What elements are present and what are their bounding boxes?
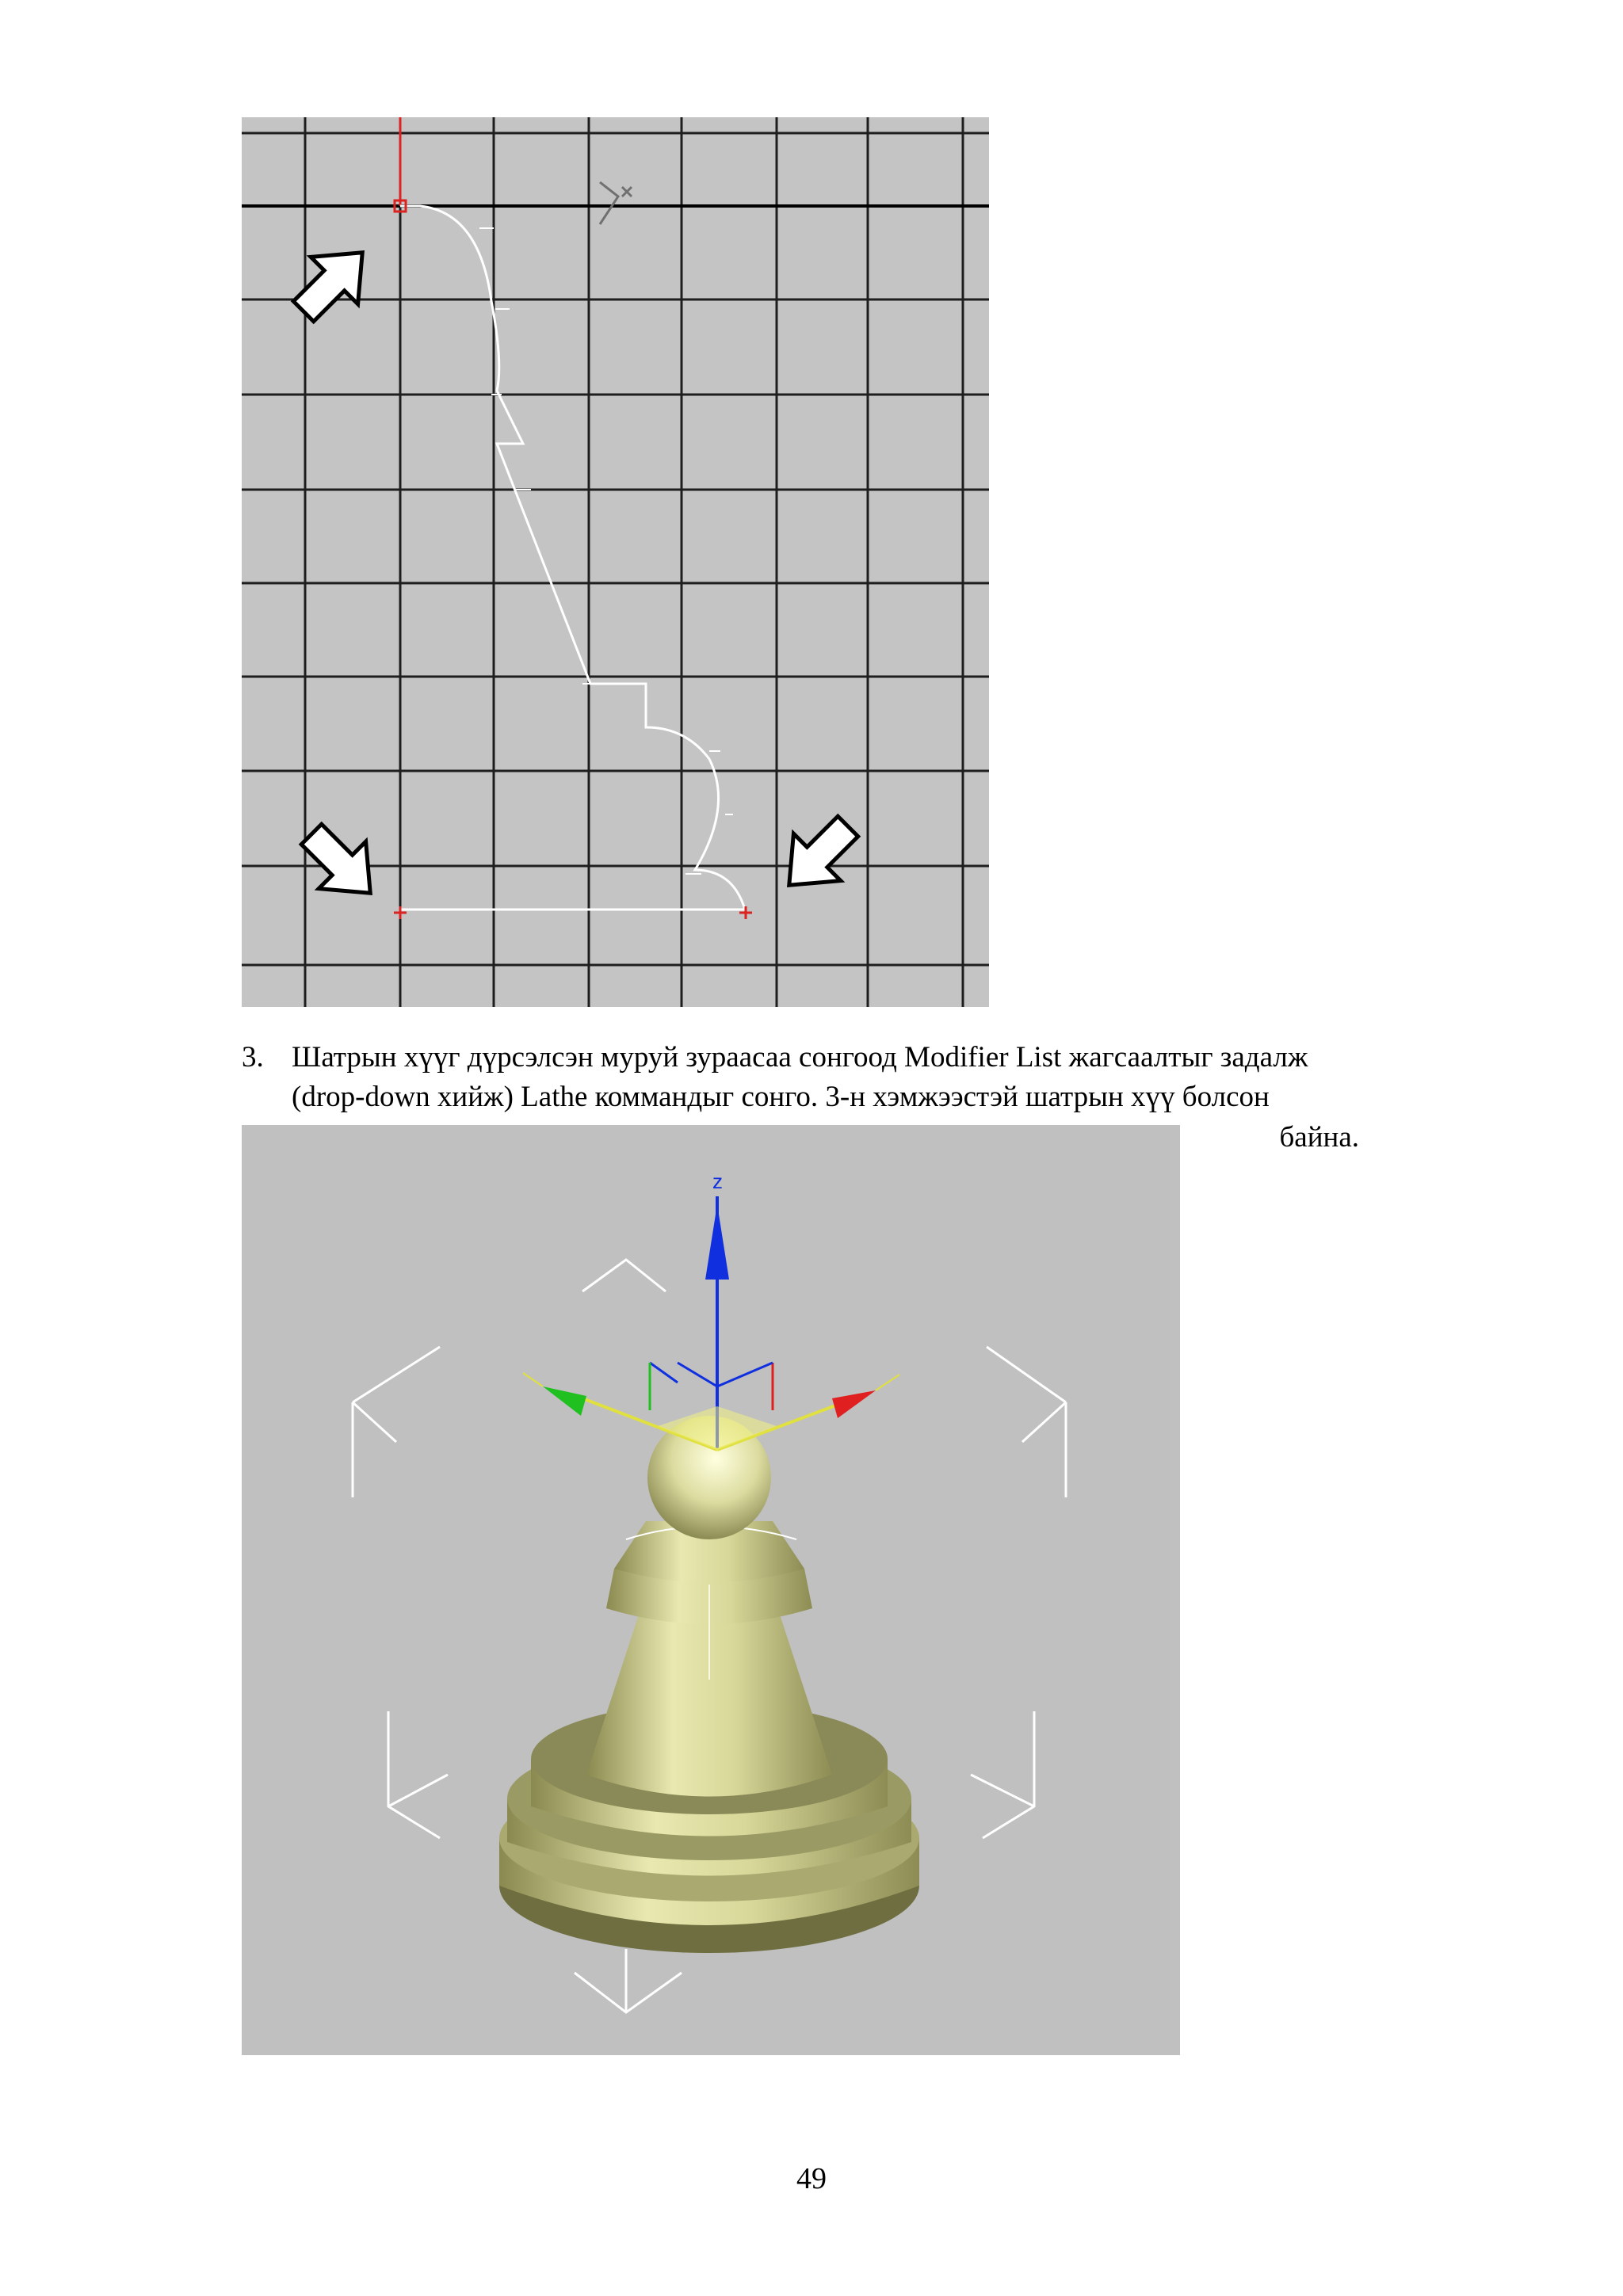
step-number: 3. (242, 1041, 264, 1074)
step-text-line-1: Шатрын хүүг дүрсэлсэн муруй зураасаа сонгоод Modifier List жагсаалтыг задалж (292, 1041, 1308, 1074)
pawn-3d-image (242, 1125, 1180, 2055)
spline-profile-image (242, 117, 989, 1007)
z-axis-label: z (712, 1169, 723, 1193)
step-text-line-2: (drop-down хийж) Lathe коммандыг сонго. 3-н хэмжээстэй шатрын хүү болсон (292, 1081, 1270, 1113)
page-number: 49 (796, 2162, 827, 2195)
pawn-3d-viewport (242, 1125, 1180, 2055)
spline-profile-viewport (242, 117, 989, 1007)
step-text-line-3: байна. (1279, 1121, 1359, 1154)
